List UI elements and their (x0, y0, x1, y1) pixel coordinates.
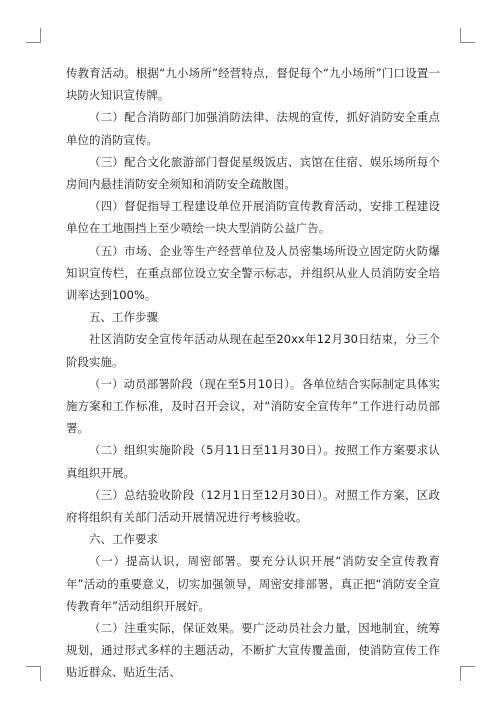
section-heading: 六、工作要求 (89, 532, 158, 547)
document-body (66, 62, 440, 684)
crop-mark-bottom-right (460, 666, 475, 681)
paragraph: （三）总结验收阶段（12月1日至12月30日）。对照工作方案，区政府将组织有关部门活动开展情况进行考核验收。 (66, 487, 440, 525)
paragraph: （二）组织实施阶段（5月11日至11月30日）。按照工作方案要求认真组织开展。 (66, 443, 440, 480)
paragraph: 社区消防安全宣传年活动从现在起至20xx年12月30日结束，分三个阶段实施。 (66, 332, 440, 369)
paragraph: 传教育活动。根据“九小场所”经营特点，督促每个“九小场所”门口设置一块防火知识宣传牌。 (66, 66, 440, 103)
crop-mark-top-left (26, 28, 41, 43)
paragraph: （一）提高认识，周密部署。要充分认识开展“消防安全宣传教育年”活动的重要意义，切实加强领导，周密安排部署，真正把“消防安全宣传教育年”活动组织开展好。 (66, 554, 440, 613)
paragraph: （二）注重实际，保证效果。要广泛动员社会力量，因地制宜，统筹规划，通过形式多样的主题活动，不断扩大宣传覆盖面，使消防宣传工作贴近群众、贴近生活、 (66, 621, 440, 680)
paragraph: （三）配合文化旅游部门督促星级饭店、宾馆在住宿、娱乐场所每个房间内悬挂消防安全须知和消防安全疏散图。 (66, 154, 440, 192)
paragraph: （一）动员部署阶段（现在至5月10日）。各单位结合实际制定具体实施方案和工作标准，及时召开会议，对“消防安全宣传年”工作进行动员部署。 (66, 376, 440, 436)
paragraph: （二）配合消防部门加强消防法律、法规的宣传，抓好消防安全重点单位的消防宣传。 (66, 110, 440, 147)
paragraph: （五）市场、企业等生产经营单位及人员密集场所设立固定防火防爆知识宣传栏，在重点部位设立安全警示标志，并组织从业人员消防安全培训率达到100%。 (66, 243, 440, 303)
paragraph: （四）督促指导工程建设单位开展消防宣传教育活动，安排工程建设单位在工地围挡上至少喷绘一块大型消防公益广告。 (66, 199, 440, 236)
section-heading: 五、工作步骤 (89, 310, 158, 325)
crop-mark-bottom-left (26, 666, 41, 681)
crop-mark-top-right (460, 28, 475, 43)
